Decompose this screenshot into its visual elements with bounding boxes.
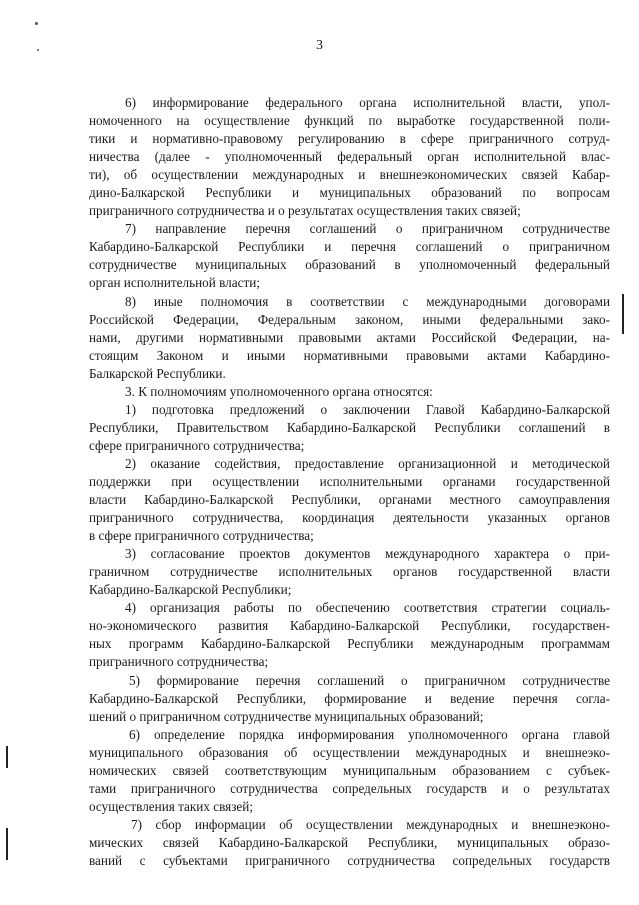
text-line: номоченного на осуществление функций по выработке государственной поли- bbox=[89, 113, 610, 129]
paragraph-p-3-1 bbox=[89, 401, 610, 455]
text-line: 3) согласование проектов документов международного характера о при- bbox=[125, 546, 610, 562]
document-body bbox=[89, 94, 610, 870]
text-line: Кабардино-Балкарской Республики, формирование и ведение перечня согла- bbox=[89, 690, 610, 706]
text-line: 8) иные полномочия в соответствии с международными договорами bbox=[125, 293, 610, 309]
text-line: 5) формирование перечня соглашений о приграничном сотрудничестве bbox=[129, 672, 610, 688]
text-line: 7) направление перечня соглашений о приграничном сотрудничестве bbox=[125, 221, 610, 237]
paragraph-p-3-3 bbox=[89, 545, 610, 599]
text-line: дино-Балкарской Республики и муниципальных образований по вопросам bbox=[89, 185, 610, 201]
paragraph-p-3-4 bbox=[89, 599, 610, 671]
paragraph-p-3-5 bbox=[89, 672, 610, 726]
text-line: орган исполнительной власти; bbox=[89, 275, 260, 291]
text-line: власти Кабардино-Балкарской Республики, органами местного самоуправления bbox=[89, 492, 610, 508]
text-line: Республики, Правительством Кабардино-Балкарской Республики соглашений в bbox=[89, 419, 610, 435]
text-line: Российской Федерации, Федеральным законом, иными федеральными зако- bbox=[89, 311, 610, 327]
paragraph-p-3-7 bbox=[89, 816, 610, 870]
text-line: стоящим Законом и иными нормативными правовыми актами Кабардино- bbox=[89, 347, 610, 363]
text-line: осуществления таких связей; bbox=[89, 798, 254, 814]
text-line: в сфере приграничного сотрудничества; bbox=[89, 528, 314, 544]
text-line: граничном сотрудничестве исполнительных органов государственной власти bbox=[89, 564, 610, 580]
paragraph-p-6-inform bbox=[89, 94, 610, 220]
text-line: Кабардино-Балкарской Республики и перечня соглашений о приграничном bbox=[89, 239, 610, 255]
scan-speck-1 bbox=[35, 22, 38, 25]
left-margin-mark-2 bbox=[6, 828, 8, 860]
text-line: 4) организация работы по обеспечению соответствия стратегии социаль- bbox=[125, 600, 610, 616]
text-line: ничества (далее - уполномоченный федеральный орган исполнительной влас- bbox=[89, 149, 610, 165]
text-line: ных программ Кабардино-Балкарской Республики международным программам bbox=[89, 636, 610, 652]
paragraph-p-7-direction bbox=[89, 220, 610, 292]
text-line: муниципального образования об осуществлении международных и внешнеэко- bbox=[89, 744, 610, 760]
text-line: но-экономического развития Кабардино-Балкарской Республики, государствен- bbox=[89, 618, 610, 634]
page-number: 3 bbox=[316, 38, 323, 53]
text-line: 7) сбор информации об осуществлении международных и внешнеэконо- bbox=[131, 816, 610, 832]
right-margin-mark bbox=[622, 294, 624, 334]
text-line: 6) информирование федерального органа исполнительной власти, упол- bbox=[125, 95, 610, 110]
text-line: приграничного сотрудничества и о результатах осуществления таких связей; bbox=[89, 203, 521, 219]
text-line: 6) определение порядка информирования уполномоченного органа главой bbox=[129, 726, 610, 742]
paragraph-p-3-6 bbox=[89, 726, 610, 816]
text-line: мических связей Кабардино-Балкарской Республики, муниципальных образо- bbox=[89, 834, 610, 850]
text-line: 2) оказание содействия, предоставление организационной и методической bbox=[125, 455, 610, 471]
text-line: Кабардино-Балкарской Республики; bbox=[89, 582, 292, 598]
text-line: ти), об осуществлении международных и внешнеэкономических связей Кабар- bbox=[89, 167, 610, 183]
text-line: поддержки при осуществлении исполнительными органами государственной bbox=[89, 473, 610, 489]
text-line: приграничного сотрудничества; bbox=[89, 654, 269, 670]
text-line: номических связей соответствующим муниципальным образованием с субъек- bbox=[89, 762, 610, 778]
text-line: шений о приграничном сотрудничестве муниципальных образований; bbox=[89, 708, 484, 724]
text-line: 3. К полномочиям уполномоченного органа относятся: bbox=[125, 383, 433, 399]
text-line: тики и нормативно-правовому регулированию в сфере приграничного сотруд- bbox=[89, 131, 610, 147]
text-line: нами, другими нормативными правовыми актами Российской Федерации, на- bbox=[89, 329, 610, 345]
text-line: 1) подготовка предложений о заключении Главой Кабардино-Балкарской bbox=[125, 401, 610, 417]
paragraph-p-3-2 bbox=[89, 455, 610, 545]
text-line: сотрудничестве муниципальных образований в уполномоченный федеральный bbox=[89, 257, 610, 273]
text-line: Балкарской Республики. bbox=[89, 365, 226, 381]
paragraph-p-8-other bbox=[89, 293, 610, 383]
text-line: ваний с субъектами приграничного сотрудничества сопредельных государств bbox=[89, 852, 610, 868]
text-line: сфере приграничного сотрудничества; bbox=[89, 437, 305, 453]
left-margin-mark-1 bbox=[6, 746, 8, 768]
paragraph-p-3-heading bbox=[89, 383, 610, 401]
text-line: приграничного сотрудничества, координация деятельности указанных органов bbox=[89, 510, 610, 526]
text-line: тами приграничного сотрудничества сопредельных государств и о результатах bbox=[89, 780, 610, 796]
